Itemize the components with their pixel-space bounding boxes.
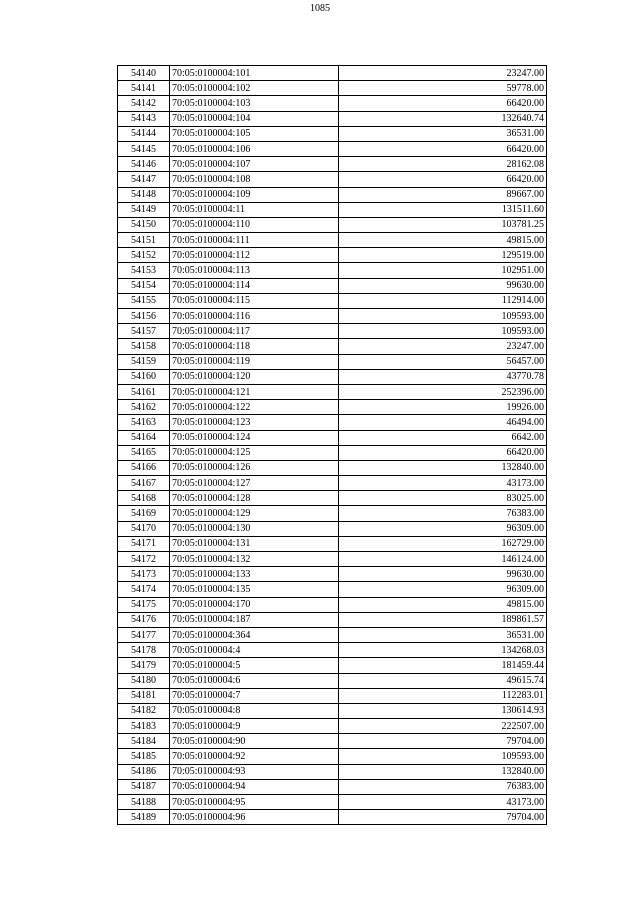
table-row [118, 263, 547, 278]
row-number-cell: 54141 [118, 81, 170, 96]
row-number-cell: 54162 [118, 400, 170, 415]
value-cell: 109593.00 [339, 309, 547, 324]
table-row [118, 810, 547, 825]
row-number-cell: 54148 [118, 187, 170, 202]
row-number-cell: 54179 [118, 658, 170, 673]
cadastral-number-cell: 70:05:0100004:94 [170, 779, 339, 794]
cadastral-number-cell: 70:05:0100004:131 [170, 536, 339, 551]
value-cell: 23247.00 [339, 339, 547, 354]
table-row [118, 460, 547, 475]
value-cell: 162729.00 [339, 536, 547, 551]
table-row [118, 324, 547, 339]
table-row [118, 369, 547, 384]
value-cell: 66420.00 [339, 141, 547, 156]
row-number-cell: 54185 [118, 749, 170, 764]
cadastral-number-cell: 70:05:0100004:96 [170, 810, 339, 825]
table-row [118, 233, 547, 248]
table-row [118, 491, 547, 506]
row-number-cell: 54155 [118, 293, 170, 308]
row-number-cell: 54180 [118, 673, 170, 688]
row-number-cell: 54172 [118, 552, 170, 567]
row-number-cell: 54168 [118, 491, 170, 506]
table-row [118, 81, 547, 96]
table-body [118, 66, 547, 825]
row-number-cell: 54186 [118, 764, 170, 779]
table-row [118, 354, 547, 369]
table-row [118, 582, 547, 597]
cadastral-number-cell: 70:05:0100004:103 [170, 96, 339, 111]
cadastral-number-cell: 70:05:0100004:90 [170, 734, 339, 749]
row-number-cell: 54143 [118, 111, 170, 126]
table-row [118, 673, 547, 688]
value-cell: 83025.00 [339, 491, 547, 506]
row-number-cell: 54145 [118, 141, 170, 156]
row-number-cell: 54183 [118, 719, 170, 734]
row-number-cell: 54154 [118, 278, 170, 293]
value-cell: 49615.74 [339, 673, 547, 688]
table-row [118, 719, 547, 734]
table-row [118, 415, 547, 430]
table-row [118, 536, 547, 551]
value-cell: 109593.00 [339, 324, 547, 339]
value-cell: 43173.00 [339, 476, 547, 491]
table-row [118, 293, 547, 308]
row-number-cell: 54150 [118, 217, 170, 232]
value-cell: 28162.08 [339, 157, 547, 172]
row-number-cell: 54160 [118, 369, 170, 384]
value-cell: 36531.00 [339, 126, 547, 141]
cadastral-number-cell: 70:05:0100004:110 [170, 217, 339, 232]
cadastral-number-cell: 70:05:0100004:126 [170, 460, 339, 475]
value-cell: 181459.44 [339, 658, 547, 673]
cadastral-number-cell: 70:05:0100004:107 [170, 157, 339, 172]
cadastral-number-cell: 70:05:0100004:116 [170, 309, 339, 324]
row-number-cell: 54166 [118, 460, 170, 475]
row-number-cell: 54174 [118, 582, 170, 597]
cadastral-number-cell: 70:05:0100004:119 [170, 354, 339, 369]
value-cell: 132840.00 [339, 764, 547, 779]
row-number-cell: 54177 [118, 627, 170, 642]
table-row [118, 567, 547, 582]
cadastral-number-cell: 70:05:0100004:123 [170, 415, 339, 430]
value-cell: 46494.00 [339, 415, 547, 430]
cadastral-value-table [117, 65, 547, 825]
value-cell: 103781.25 [339, 217, 547, 232]
value-cell: 129519.00 [339, 248, 547, 263]
value-cell: 19926.00 [339, 400, 547, 415]
value-cell: 79704.00 [339, 810, 547, 825]
value-cell: 252396.00 [339, 384, 547, 399]
row-number-cell: 54173 [118, 567, 170, 582]
cadastral-number-cell: 70:05:0100004:112 [170, 248, 339, 263]
table-row [118, 703, 547, 718]
table-row [118, 248, 547, 263]
value-cell: 102951.00 [339, 263, 547, 278]
cadastral-number-cell: 70:05:0100004:364 [170, 627, 339, 642]
cadastral-number-cell: 70:05:0100004:106 [170, 141, 339, 156]
table-row [118, 96, 547, 111]
row-number-cell: 54152 [118, 248, 170, 263]
row-number-cell: 54188 [118, 795, 170, 810]
cadastral-number-cell: 70:05:0100004:133 [170, 567, 339, 582]
value-cell: 23247.00 [339, 66, 547, 81]
row-number-cell: 54167 [118, 476, 170, 491]
value-cell: 43173.00 [339, 795, 547, 810]
value-cell: 99630.00 [339, 567, 547, 582]
table-row [118, 795, 547, 810]
table-row [118, 141, 547, 156]
table-row [118, 400, 547, 415]
cadastral-number-cell: 70:05:0100004:125 [170, 445, 339, 460]
value-cell: 112914.00 [339, 293, 547, 308]
cadastral-number-cell: 70:05:0100004:187 [170, 612, 339, 627]
table-row [118, 430, 547, 445]
cadastral-number-cell: 70:05:0100004:130 [170, 521, 339, 536]
cadastral-number-cell: 70:05:0100004:118 [170, 339, 339, 354]
row-number-cell: 54178 [118, 643, 170, 658]
table-row [118, 643, 547, 658]
table-row [118, 66, 547, 81]
row-number-cell: 54175 [118, 597, 170, 612]
table-row [118, 384, 547, 399]
cadastral-number-cell: 70:05:0100004:135 [170, 582, 339, 597]
cadastral-number-cell: 70:05:0100004:11 [170, 202, 339, 217]
cadastral-number-cell: 70:05:0100004:113 [170, 263, 339, 278]
row-number-cell: 54146 [118, 157, 170, 172]
cadastral-number-cell: 70:05:0100004:6 [170, 673, 339, 688]
row-number-cell: 54161 [118, 384, 170, 399]
row-number-cell: 54189 [118, 810, 170, 825]
value-cell: 132840.00 [339, 460, 547, 475]
cadastral-number-cell: 70:05:0100004:101 [170, 66, 339, 81]
cadastral-number-cell: 70:05:0100004:5 [170, 658, 339, 673]
table-row [118, 476, 547, 491]
cadastral-number-cell: 70:05:0100004:128 [170, 491, 339, 506]
row-number-cell: 54164 [118, 430, 170, 445]
table-row [118, 126, 547, 141]
row-number-cell: 54156 [118, 309, 170, 324]
row-number-cell: 54182 [118, 703, 170, 718]
value-cell: 66420.00 [339, 96, 547, 111]
value-cell: 189861.57 [339, 612, 547, 627]
table-row [118, 202, 547, 217]
value-cell: 112283.01 [339, 688, 547, 703]
value-cell: 6642.00 [339, 430, 547, 445]
cadastral-number-cell: 70:05:0100004:108 [170, 172, 339, 187]
table-row [118, 552, 547, 567]
value-cell: 43770.78 [339, 369, 547, 384]
cadastral-number-cell: 70:05:0100004:129 [170, 506, 339, 521]
value-cell: 79704.00 [339, 734, 547, 749]
cadastral-number-cell: 70:05:0100004:4 [170, 643, 339, 658]
cadastral-number-cell: 70:05:0100004:105 [170, 126, 339, 141]
row-number-cell: 54153 [118, 263, 170, 278]
value-cell: 146124.00 [339, 552, 547, 567]
row-number-cell: 54151 [118, 233, 170, 248]
value-cell: 132640.74 [339, 111, 547, 126]
cadastral-number-cell: 70:05:0100004:115 [170, 293, 339, 308]
cadastral-number-cell: 70:05:0100004:102 [170, 81, 339, 96]
cadastral-number-cell: 70:05:0100004:93 [170, 764, 339, 779]
table-row [118, 111, 547, 126]
value-cell: 76383.00 [339, 779, 547, 794]
row-number-cell: 54147 [118, 172, 170, 187]
page-number: 1085 [310, 3, 330, 14]
cadastral-number-cell: 70:05:0100004:7 [170, 688, 339, 703]
row-number-cell: 54140 [118, 66, 170, 81]
table-row [118, 627, 547, 642]
row-number-cell: 54184 [118, 734, 170, 749]
table-row [118, 779, 547, 794]
row-number-cell: 54187 [118, 779, 170, 794]
table-row [118, 749, 547, 764]
table-row [118, 688, 547, 703]
cadastral-number-cell: 70:05:0100004:132 [170, 552, 339, 567]
value-cell: 96309.00 [339, 582, 547, 597]
value-cell: 134268.03 [339, 643, 547, 658]
value-cell: 49815.00 [339, 233, 547, 248]
row-number-cell: 54169 [118, 506, 170, 521]
row-number-cell: 54149 [118, 202, 170, 217]
cadastral-number-cell: 70:05:0100004:9 [170, 719, 339, 734]
row-number-cell: 54181 [118, 688, 170, 703]
value-cell: 59778.00 [339, 81, 547, 96]
row-number-cell: 54157 [118, 324, 170, 339]
table-row [118, 445, 547, 460]
cadastral-number-cell: 70:05:0100004:124 [170, 430, 339, 445]
cadastral-number-cell: 70:05:0100004:114 [170, 278, 339, 293]
cadastral-number-cell: 70:05:0100004:104 [170, 111, 339, 126]
table-row [118, 506, 547, 521]
value-cell: 96309.00 [339, 521, 547, 536]
value-cell: 109593.00 [339, 749, 547, 764]
value-cell: 130614.93 [339, 703, 547, 718]
table-row [118, 521, 547, 536]
value-cell: 49815.00 [339, 597, 547, 612]
table-row [118, 597, 547, 612]
cadastral-number-cell: 70:05:0100004:109 [170, 187, 339, 202]
table-row [118, 658, 547, 673]
value-cell: 89667.00 [339, 187, 547, 202]
cadastral-number-cell: 70:05:0100004:120 [170, 369, 339, 384]
row-number-cell: 54158 [118, 339, 170, 354]
table-row [118, 187, 547, 202]
cadastral-number-cell: 70:05:0100004:122 [170, 400, 339, 415]
cadastral-number-cell: 70:05:0100004:8 [170, 703, 339, 718]
value-cell: 66420.00 [339, 172, 547, 187]
table-row [118, 278, 547, 293]
table-row [118, 309, 547, 324]
cadastral-number-cell: 70:05:0100004:111 [170, 233, 339, 248]
value-cell: 76383.00 [339, 506, 547, 521]
value-cell: 66420.00 [339, 445, 547, 460]
row-number-cell: 54144 [118, 126, 170, 141]
table-row [118, 217, 547, 232]
table-row [118, 612, 547, 627]
cadastral-number-cell: 70:05:0100004:117 [170, 324, 339, 339]
table-row [118, 157, 547, 172]
row-number-cell: 54165 [118, 445, 170, 460]
row-number-cell: 54171 [118, 536, 170, 551]
table-row [118, 339, 547, 354]
value-cell: 99630.00 [339, 278, 547, 293]
cadastral-number-cell: 70:05:0100004:121 [170, 384, 339, 399]
value-cell: 222507.00 [339, 719, 547, 734]
table-row [118, 764, 547, 779]
cadastral-number-cell: 70:05:0100004:92 [170, 749, 339, 764]
row-number-cell: 54176 [118, 612, 170, 627]
value-cell: 56457.00 [339, 354, 547, 369]
row-number-cell: 54159 [118, 354, 170, 369]
row-number-cell: 54142 [118, 96, 170, 111]
table-row [118, 734, 547, 749]
value-cell: 131511.60 [339, 202, 547, 217]
cadastral-number-cell: 70:05:0100004:95 [170, 795, 339, 810]
row-number-cell: 54163 [118, 415, 170, 430]
value-cell: 36531.00 [339, 627, 547, 642]
row-number-cell: 54170 [118, 521, 170, 536]
cadastral-number-cell: 70:05:0100004:127 [170, 476, 339, 491]
table-row [118, 172, 547, 187]
cadastral-number-cell: 70:05:0100004:170 [170, 597, 339, 612]
